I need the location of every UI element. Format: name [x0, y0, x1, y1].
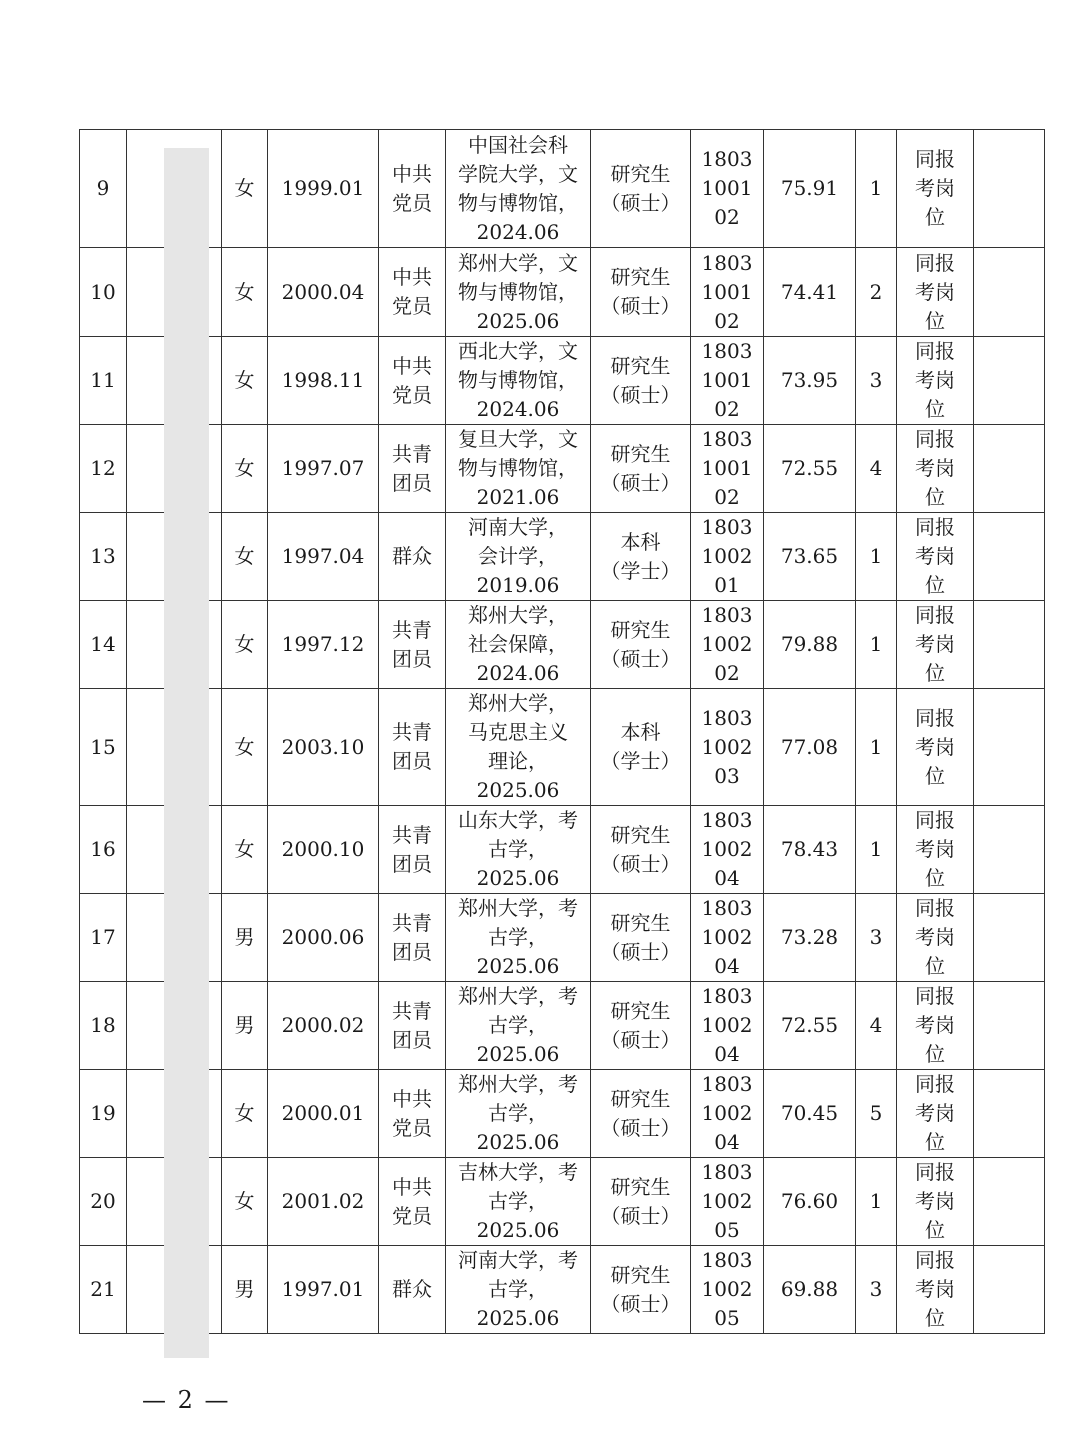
note-cell-text: 同报 考岗 位 [915, 1248, 955, 1330]
birth-date-cell: 1997.12 [268, 601, 379, 689]
degree-cell-text: 研究生 （硕士） [600, 1086, 681, 1140]
gender-cell: 女 [222, 1070, 268, 1158]
rank-cell: 1 [856, 130, 897, 248]
gender-cell: 女 [222, 513, 268, 601]
score-cell: 75.91 [764, 130, 856, 248]
blank-cell [974, 1070, 1045, 1158]
score-cell: 70.45 [764, 1070, 856, 1158]
degree-cell-text: 研究生 （硕士） [600, 822, 681, 876]
rank-cell: 1 [856, 513, 897, 601]
political-status-cell-text: 共青 团员 [392, 617, 432, 671]
blank-cell [974, 601, 1045, 689]
gender-cell: 女 [222, 248, 268, 337]
gender-cell: 女 [222, 1158, 268, 1246]
political-status-cell [379, 248, 446, 337]
degree-cell-text: 研究生 （硕士） [600, 1174, 681, 1228]
position-code-cell-text: 1803 1002 03 [701, 705, 753, 788]
gender-cell: 女 [222, 337, 268, 425]
position-code-cell-text: 1803 1002 04 [701, 896, 753, 978]
note-cell [897, 337, 974, 425]
education-cell-text: 郑州大学，考 古学， 2025.06 [458, 984, 578, 1066]
blank-cell [974, 425, 1045, 513]
score-cell: 78.43 [764, 806, 856, 894]
row-number-cell: 13 [80, 513, 127, 601]
degree-cell-text: 本科 （学士） [600, 529, 681, 583]
blank-cell [974, 689, 1045, 806]
birth-date-cell: 1997.07 [268, 425, 379, 513]
education-cell [446, 130, 591, 248]
blank-cell [974, 1158, 1045, 1246]
note-cell [897, 982, 974, 1070]
education-cell [446, 689, 591, 806]
degree-cell [591, 806, 691, 894]
education-cell [446, 513, 591, 601]
table-row [80, 1246, 1045, 1334]
score-cell: 74.41 [764, 248, 856, 337]
education-cell-text: 复旦大学，文 物与博物馆， 2021.06 [458, 427, 578, 509]
table-row [80, 1070, 1045, 1158]
rank-cell: 4 [856, 425, 897, 513]
position-code-cell [691, 1246, 764, 1334]
degree-cell-text: 研究生 （硕士） [600, 441, 681, 495]
row-number-cell: 18 [80, 982, 127, 1070]
education-cell [446, 894, 591, 982]
position-code-cell [691, 513, 764, 601]
birth-date-cell: 2001.02 [268, 1158, 379, 1246]
political-status-cell-text: 群众 [392, 1277, 432, 1301]
birth-date-cell: 2000.04 [268, 248, 379, 337]
degree-cell [591, 1246, 691, 1334]
rank-cell: 4 [856, 982, 897, 1070]
position-code-cell-text: 1803 1001 02 [701, 339, 753, 421]
education-cell [446, 1158, 591, 1246]
position-code-cell-text: 1803 1002 04 [701, 1072, 753, 1154]
position-code-cell [691, 337, 764, 425]
political-status-cell [379, 1158, 446, 1246]
note-cell [897, 130, 974, 248]
degree-cell [591, 689, 691, 806]
gender-cell: 女 [222, 601, 268, 689]
note-cell-text: 同报 考岗 位 [915, 147, 955, 229]
degree-cell-text: 研究生 （硕士） [600, 617, 681, 671]
row-number-cell: 20 [80, 1158, 127, 1246]
rank-cell: 3 [856, 337, 897, 425]
education-cell-text: 郑州大学， 社会保障， 2024.06 [468, 603, 568, 685]
birth-date-cell: 2000.10 [268, 806, 379, 894]
degree-cell-text: 本科 （学士） [600, 720, 681, 773]
note-cell [897, 513, 974, 601]
rank-cell: 5 [856, 1070, 897, 1158]
position-code-cell-text: 1803 1002 01 [701, 515, 753, 597]
education-cell [446, 601, 591, 689]
row-number-cell: 21 [80, 1246, 127, 1334]
position-code-cell [691, 1158, 764, 1246]
gender-cell: 男 [222, 894, 268, 982]
note-cell [897, 894, 974, 982]
score-cell: 73.65 [764, 513, 856, 601]
gender-cell: 女 [222, 130, 268, 248]
note-cell-text: 同报 考岗 位 [915, 603, 955, 685]
table-row [80, 601, 1045, 689]
gender-cell: 女 [222, 425, 268, 513]
rank-cell: 3 [856, 894, 897, 982]
education-cell-text: 河南大学，考 古学， 2025.06 [458, 1248, 578, 1330]
education-cell-text: 郑州大学，文 物与博物馆， 2025.06 [458, 250, 578, 333]
table-row [80, 425, 1045, 513]
table-row [80, 248, 1045, 337]
note-cell [897, 425, 974, 513]
political-status-cell [379, 130, 446, 248]
position-code-cell-text: 1803 1002 04 [701, 808, 753, 890]
gender-cell: 女 [222, 689, 268, 806]
score-cell: 76.60 [764, 1158, 856, 1246]
political-status-cell [379, 601, 446, 689]
note-cell-text: 同报 考岗 位 [915, 705, 955, 788]
education-cell-text: 中国社会科 学院大学，文 物与博物馆， 2024.06 [458, 132, 578, 244]
note-cell-text: 同报 考岗 位 [915, 1072, 955, 1154]
gender-cell: 男 [222, 1246, 268, 1334]
birth-date-cell: 1999.01 [268, 130, 379, 248]
political-status-cell [379, 982, 446, 1070]
political-status-cell [379, 806, 446, 894]
row-number-cell: 17 [80, 894, 127, 982]
political-status-cell-text: 共青 团员 [392, 822, 432, 876]
position-code-cell-text: 1803 1001 02 [701, 427, 753, 509]
position-code-cell-text: 1803 1002 05 [701, 1248, 753, 1330]
political-status-cell-text: 共青 团员 [392, 910, 432, 964]
table-row [80, 894, 1045, 982]
note-cell-text: 同报 考岗 位 [915, 984, 955, 1066]
position-code-cell [691, 894, 764, 982]
political-status-cell-text: 中共 党员 [392, 265, 432, 318]
rank-cell: 3 [856, 1246, 897, 1334]
education-cell-text: 河南大学， 会计学， 2019.06 [468, 515, 568, 597]
note-cell-text: 同报 考岗 位 [915, 1160, 955, 1242]
political-status-cell-text: 中共 党员 [392, 353, 432, 407]
blank-cell [974, 130, 1045, 248]
position-code-cell [691, 248, 764, 337]
degree-cell-text: 研究生 （硕士） [600, 910, 681, 964]
degree-cell [591, 601, 691, 689]
degree-cell [591, 248, 691, 337]
political-status-cell-text: 共青 团员 [392, 720, 432, 773]
position-code-cell-text: 1803 1001 02 [701, 147, 753, 229]
political-status-cell-text: 共青 团员 [392, 998, 432, 1052]
political-status-cell-text: 群众 [392, 544, 432, 568]
education-cell-text: 郑州大学， 马克思主义 理论， 2025.06 [468, 691, 568, 802]
rank-cell: 1 [856, 806, 897, 894]
education-cell [446, 1070, 591, 1158]
position-code-cell [691, 689, 764, 806]
education-cell-text: 郑州大学，考 古学， 2025.06 [458, 1072, 578, 1154]
political-status-cell-text: 中共 党员 [392, 1086, 432, 1140]
education-cell [446, 248, 591, 337]
birth-date-cell: 2000.06 [268, 894, 379, 982]
political-status-cell-text: 中共 党员 [392, 1174, 432, 1228]
note-cell [897, 806, 974, 894]
row-number-cell: 16 [80, 806, 127, 894]
political-status-cell [379, 1070, 446, 1158]
degree-cell-text: 研究生 （硕士） [600, 161, 681, 215]
degree-cell [591, 513, 691, 601]
political-status-cell-text: 中共 党员 [392, 161, 432, 215]
blank-cell [974, 1246, 1045, 1334]
position-code-cell-text: 1803 1002 02 [701, 603, 753, 685]
table-row [80, 982, 1045, 1070]
position-code-cell [691, 425, 764, 513]
score-cell: 72.55 [764, 425, 856, 513]
degree-cell-text: 研究生 （硕士） [600, 998, 681, 1052]
blank-cell [974, 248, 1045, 337]
degree-cell [591, 1158, 691, 1246]
note-cell [897, 1070, 974, 1158]
note-cell-text: 同报 考岗 位 [915, 808, 955, 890]
table-row [80, 689, 1045, 806]
blank-cell [974, 513, 1045, 601]
table-row [80, 513, 1045, 601]
blank-cell [974, 337, 1045, 425]
row-number-cell: 14 [80, 601, 127, 689]
position-code-cell [691, 1070, 764, 1158]
row-number-cell: 19 [80, 1070, 127, 1158]
degree-cell [591, 337, 691, 425]
birth-date-cell: 2003.10 [268, 689, 379, 806]
rank-cell: 1 [856, 689, 897, 806]
blank-cell [974, 806, 1045, 894]
score-cell: 73.28 [764, 894, 856, 982]
political-status-cell [379, 1246, 446, 1334]
page-number: — 2 — [142, 1386, 231, 1414]
note-cell [897, 689, 974, 806]
birth-date-cell: 1997.01 [268, 1246, 379, 1334]
education-cell-text: 西北大学，文 物与博物馆， 2024.06 [458, 339, 578, 421]
row-number-cell: 11 [80, 337, 127, 425]
table-row [80, 130, 1045, 248]
candidate-table [79, 129, 1045, 1334]
position-code-cell [691, 806, 764, 894]
score-cell: 72.55 [764, 982, 856, 1070]
education-cell [446, 982, 591, 1070]
gender-cell: 男 [222, 982, 268, 1070]
note-cell-text: 同报 考岗 位 [915, 339, 955, 421]
note-cell [897, 1246, 974, 1334]
degree-cell-text: 研究生 （硕士） [600, 265, 681, 318]
note-cell-text: 同报 考岗 位 [915, 896, 955, 978]
degree-cell [591, 425, 691, 513]
birth-date-cell: 2000.02 [268, 982, 379, 1070]
row-number-cell: 10 [80, 248, 127, 337]
political-status-cell [379, 894, 446, 982]
political-status-cell-text: 共青 团员 [392, 441, 432, 495]
row-number-cell: 12 [80, 425, 127, 513]
position-code-cell-text: 1803 1001 02 [701, 250, 753, 333]
rank-cell: 1 [856, 601, 897, 689]
note-cell [897, 1158, 974, 1246]
political-status-cell [379, 337, 446, 425]
note-cell-text: 同报 考岗 位 [915, 515, 955, 597]
score-cell: 69.88 [764, 1246, 856, 1334]
birth-date-cell: 1997.04 [268, 513, 379, 601]
birth-date-cell: 2000.01 [268, 1070, 379, 1158]
position-code-cell [691, 982, 764, 1070]
row-number-cell: 15 [80, 689, 127, 806]
blank-cell [974, 982, 1045, 1070]
education-cell [446, 806, 591, 894]
gender-cell: 女 [222, 806, 268, 894]
row-number-cell: 9 [80, 130, 127, 248]
table-body [80, 130, 1045, 1334]
education-cell [446, 337, 591, 425]
education-cell [446, 1246, 591, 1334]
position-code-cell-text: 1803 1002 04 [701, 984, 753, 1066]
table-row [80, 806, 1045, 894]
name-redaction-bar [164, 148, 209, 1358]
degree-cell-text: 研究生 （硕士） [600, 353, 681, 407]
education-cell-text: 山东大学，考 古学， 2025.06 [458, 808, 578, 890]
table-row [80, 1158, 1045, 1246]
degree-cell-text: 研究生 （硕士） [600, 1262, 681, 1316]
political-status-cell [379, 689, 446, 806]
degree-cell [591, 1070, 691, 1158]
political-status-cell [379, 425, 446, 513]
score-cell: 73.95 [764, 337, 856, 425]
note-cell-text: 同报 考岗 位 [915, 250, 955, 333]
note-cell-text: 同报 考岗 位 [915, 427, 955, 509]
degree-cell [591, 982, 691, 1070]
position-code-cell-text: 1803 1002 05 [701, 1160, 753, 1242]
rank-cell: 2 [856, 248, 897, 337]
degree-cell [591, 130, 691, 248]
blank-cell [974, 894, 1045, 982]
education-cell-text: 郑州大学，考 古学， 2025.06 [458, 896, 578, 978]
education-cell-text: 吉林大学，考 古学， 2025.06 [458, 1160, 578, 1242]
position-code-cell [691, 601, 764, 689]
note-cell [897, 248, 974, 337]
degree-cell [591, 894, 691, 982]
rank-cell: 1 [856, 1158, 897, 1246]
table-row [80, 337, 1045, 425]
education-cell [446, 425, 591, 513]
birth-date-cell: 1998.11 [268, 337, 379, 425]
score-cell: 77.08 [764, 689, 856, 806]
political-status-cell [379, 513, 446, 601]
note-cell [897, 601, 974, 689]
position-code-cell [691, 130, 764, 248]
score-cell: 79.88 [764, 601, 856, 689]
